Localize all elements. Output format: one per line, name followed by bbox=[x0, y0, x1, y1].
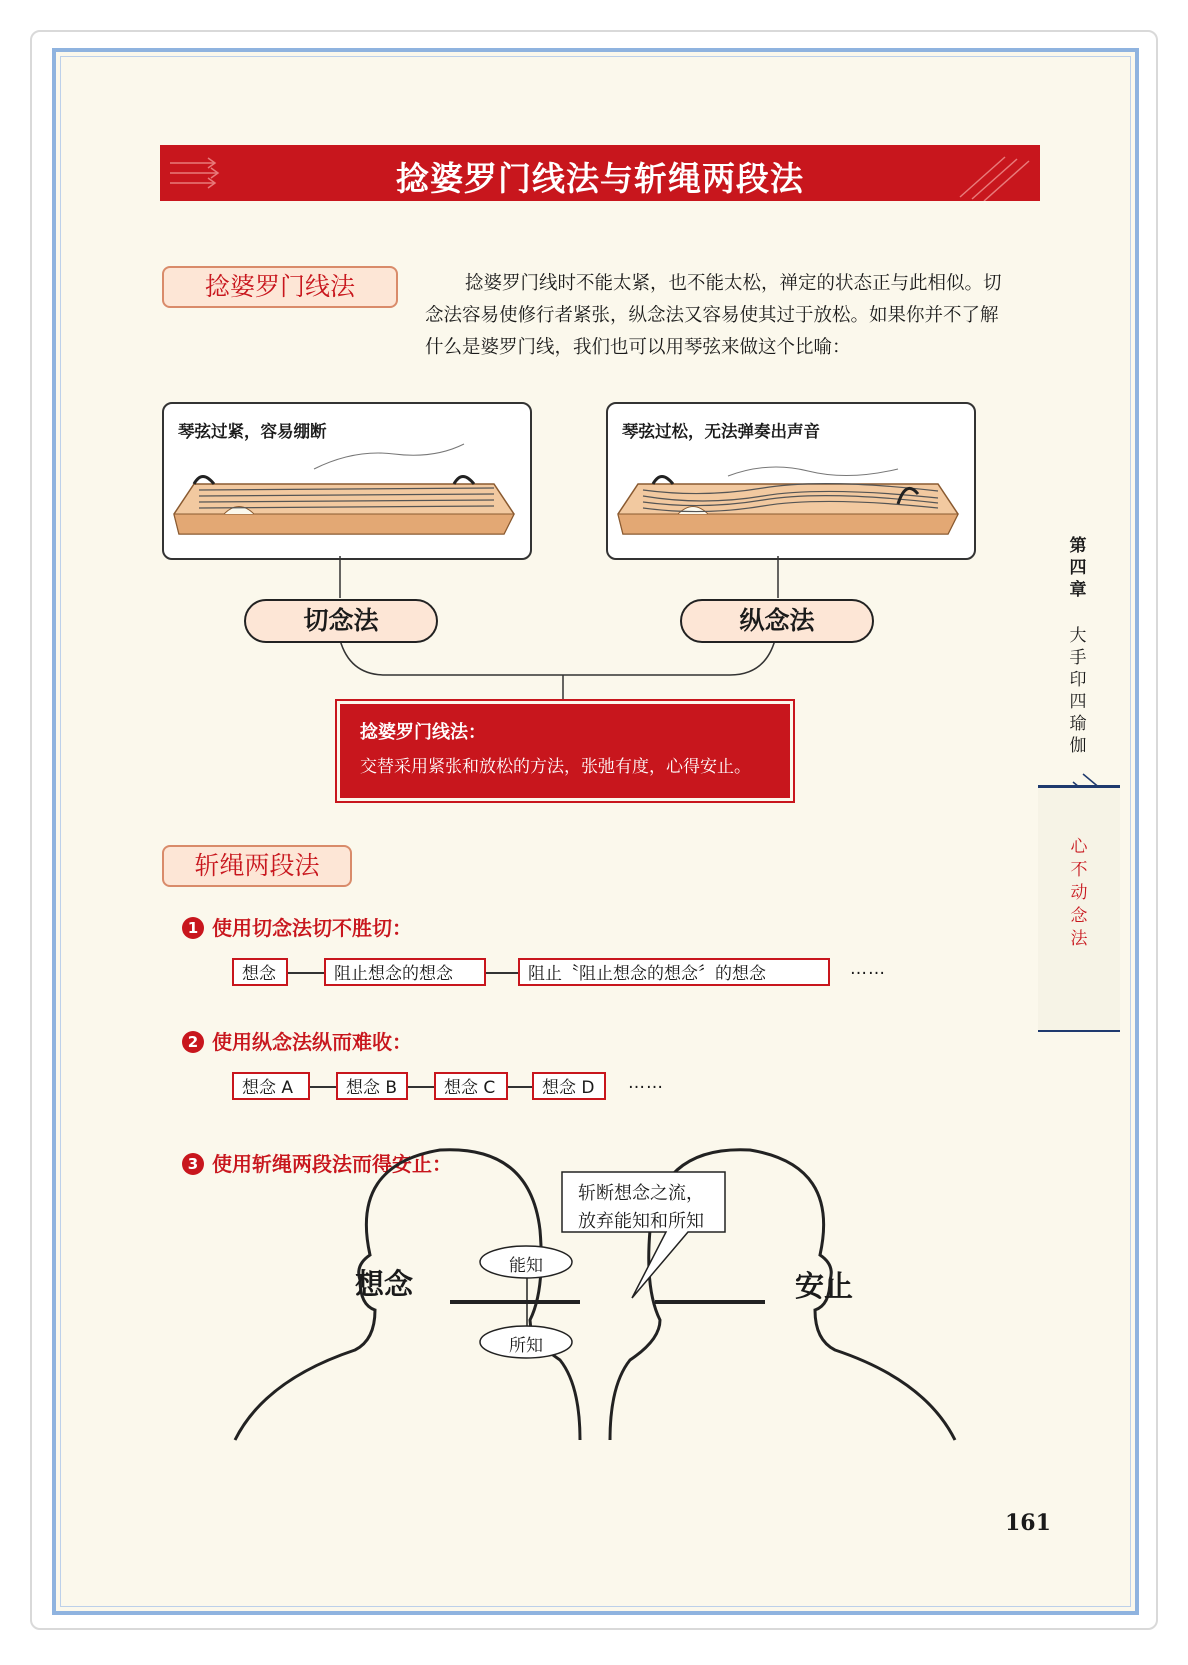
method-release-thought: 纵念法 bbox=[680, 599, 874, 643]
head-label-calm: 安止 bbox=[795, 1269, 854, 1303]
chain-box: 想念 D bbox=[532, 1072, 606, 1100]
chapter-side-tab bbox=[1038, 535, 1120, 1030]
label-knower: 能知 bbox=[509, 1256, 543, 1276]
side-chapter-number: 第四章 bbox=[1069, 536, 1087, 600]
section-label-brahmin-thread: 捻婆罗门线法 bbox=[162, 266, 398, 308]
chain-box: 想念 bbox=[232, 958, 288, 986]
chain-box: 想念 B bbox=[336, 1072, 408, 1100]
page-title: 捻婆罗门线法与斩绳两段法 bbox=[396, 159, 804, 198]
summary-body: 交替采用紧张和放松的方法，张弛有度，心得安止。 bbox=[360, 757, 751, 777]
step-2-number: 2 bbox=[182, 1031, 204, 1053]
label-known: 所知 bbox=[509, 1336, 543, 1356]
caption-tight-string: 琴弦过紧，容易绷断 bbox=[178, 422, 327, 441]
bubble-line-1: 斩断想念之流， bbox=[578, 1183, 704, 1204]
intro-paragraph: 捻婆罗门线时不能太紧，也不能太松，禅定的状态正与此相似。切念法容易使修行者紧张，纵念法又容易使其过于放松。如果你并不了解什么是婆罗门线，我们也可以用琴弦来做这个比喻： bbox=[425, 273, 1002, 358]
step-3-text: 使用斩绳两段法而得安止： bbox=[212, 1152, 452, 1176]
side-section-title: 心不动念法 bbox=[1070, 837, 1088, 949]
caption-loose-string: 琴弦过松，无法弹奏出声音 bbox=[622, 422, 820, 441]
step-3-number: 3 bbox=[182, 1153, 204, 1175]
chain-box: 阻止〝阻止想念的想念〞的想念 bbox=[518, 958, 830, 986]
speech-bubble-text bbox=[578, 1180, 704, 1236]
side-chapter-title: 大手印四瑜伽 bbox=[1069, 626, 1087, 756]
step-1-number: 1 bbox=[182, 917, 204, 939]
step-2-text: 使用纵念法纵而难收： bbox=[212, 1030, 412, 1054]
summary-title: 捻婆罗门线法： bbox=[360, 722, 486, 743]
chain-box: 想念 C bbox=[434, 1072, 508, 1100]
side-section-panel bbox=[1038, 785, 1120, 1032]
step-1-text: 使用切念法切不胜切： bbox=[212, 916, 412, 940]
head-label-thought: 想念 bbox=[355, 1267, 414, 1301]
chain-box: 想念 A bbox=[232, 1072, 310, 1100]
chain-box: 阻止想念的想念 bbox=[324, 958, 486, 986]
chain-ellipsis: …… bbox=[628, 1073, 664, 1093]
page-number: 161 bbox=[1005, 1510, 1051, 1536]
bubble-line-2: 放弃能知和所知 bbox=[578, 1211, 704, 1232]
chain-ellipsis: …… bbox=[850, 959, 886, 979]
method-cut-thought: 切念法 bbox=[244, 599, 438, 643]
section-label-cut-rope: 斩绳两段法 bbox=[162, 845, 352, 887]
